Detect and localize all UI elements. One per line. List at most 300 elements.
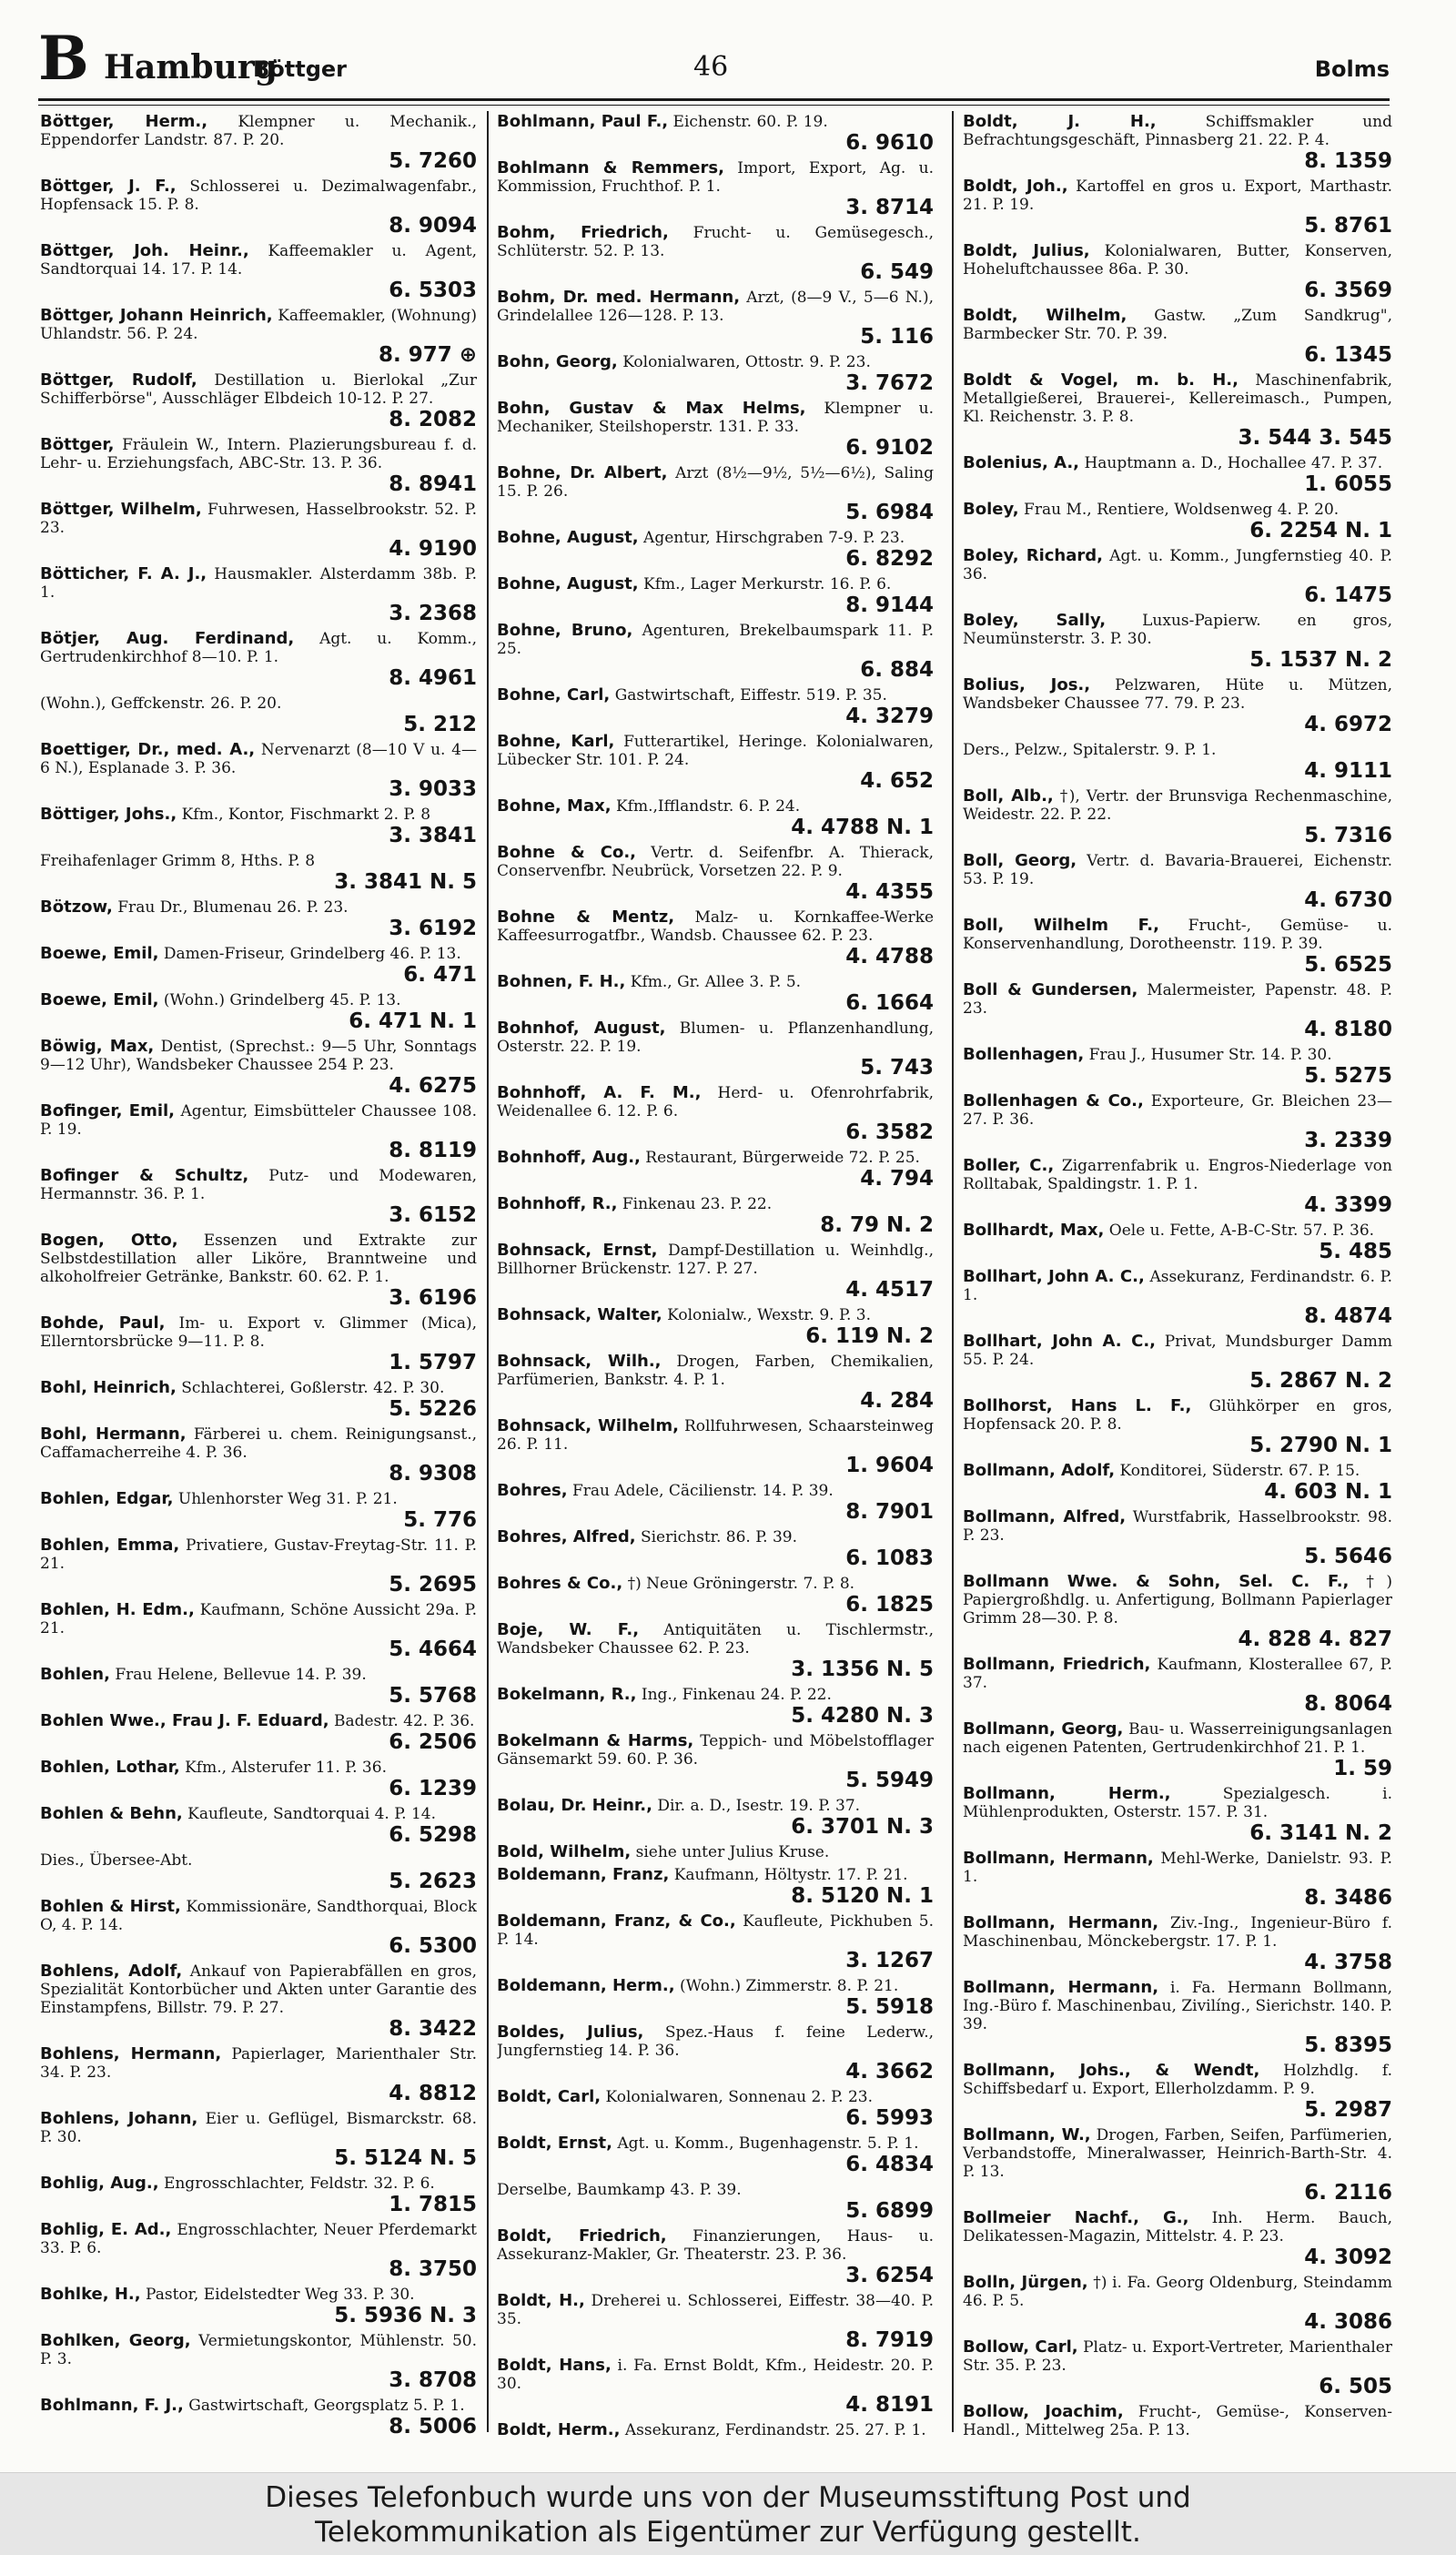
directory-entry [497,575,934,617]
directory-entry [963,1333,1392,1393]
entry-phone-number: 5. 5226 [389,1397,477,1421]
directory-entry [497,1084,934,1144]
entry-name: Bohlens, Adolf, [40,1962,183,1981]
entry-details: Badestr. 42. P. 36. [333,1712,475,1730]
directory-entry [963,1850,1392,1910]
entry-phone-number: 6. 119 N. 2 [805,1324,934,1348]
entry-name: Bollmann, Hermann, [963,1979,1159,1997]
entry-details: Kfm., Lager Merkurstr. 16. P. 6. [643,575,892,593]
entry-phone-number: 4. 4788 [845,945,934,968]
entry-phone-number: 6. 5993 [845,2106,934,2130]
footer-line-1: Dieses Telefonbuch wurde uns von der Museumsstiftung Post und [265,2481,1191,2514]
entry-phone-number: 3. 3841 N. 5 [334,870,477,894]
entry-phone-number: 5. 4664 [389,1637,477,1661]
directory-entry [40,1314,477,1374]
entry-details: Kartoffel en gros u. Export, Marthastr. 21. P. 19. [963,177,1392,214]
entry-phone-number: 4. 794 [860,1167,934,1191]
entry-name: Bollmann, Herm., [963,1785,1171,1803]
directory-entry [497,1306,934,1348]
entry-phone-number: 4. 8812 [389,2082,477,2105]
directory-entry [40,1759,477,1800]
entry-name: Bollow, Joachim, [963,2403,1124,2421]
directory-entry [497,686,934,728]
entry-name: Bohlen, H. Edm., [40,1601,195,1619]
entry-name: Bohnsack, Wilh., [497,1353,662,1371]
entry-phone-number: 3. 6196 [389,1286,477,1310]
entry-phone-number: 4. 6972 [1304,713,1392,736]
entry-phone-number: 3. 6152 [389,1203,477,1227]
entry-phone-number: 8. 5120 N. 1 [791,1884,934,1908]
entry-details: Arzt, (8—9 V., 5—6 N.), Grindelallee 126—128. P. 13. [497,289,934,325]
entry-name: Bokelmann, R., [497,1686,637,1704]
entry-details: Schlachterei, Goßlerstr. 42. P. 30. [181,1379,445,1397]
entry-name: Boldt, Herm., [497,2421,621,2438]
directory-entry [40,1379,477,1421]
entry-details: Kfm.,Ifflandstr. 6. P. 24. [615,797,801,816]
entry-details: Klempner u. Mechaniker, Steilshoperstr. 131. P. 33. [497,400,934,436]
directory-entry [963,371,1392,450]
entry-phone-number: 3. 2339 [1304,1129,1392,1152]
directory-entry [497,733,934,793]
entry-details: siehe unter Julius Kruse. [635,1843,830,1861]
directory-entry [40,371,477,431]
entry-phone-number: 6. 505 [1319,2375,1392,2398]
entry-phone-number: 5. 1537 N. 2 [1249,648,1392,672]
entry-phone-number: 6. 1239 [389,1777,477,1800]
entry-name: Bollenhagen, [963,1046,1085,1064]
entry-phone-number: 4. 8180 [1304,1018,1392,1041]
entry-phone-number: 4. 6730 [1304,888,1392,912]
entry-phone-number: 5. 7260 [389,149,477,173]
entry-phone-number: 4. 3086 [1304,2310,1392,2334]
entry-name: Bollmann, Friedrich, [963,1656,1151,1674]
directory-entry [40,2286,477,2327]
entry-name: Bofinger & Schultz, [40,1167,249,1185]
directory-entry [963,1397,1392,1457]
entry-details: Assekuranz, Ferdinandstr. 25. 27. P. 1. [624,2421,926,2438]
entry-details: Antiquitäten u. Tischlermstr., Wandsbeker Chaussee 62. P. 23. [497,1621,934,1658]
first-entry-name: Böttger [253,56,348,82]
entry-name: Böttger, Joh. Heinr., [40,242,249,260]
entry-phone-number: 5. 7316 [1304,824,1392,847]
entry-details: Frau J., Husumer Str. 14. P. 30. [1088,1046,1332,1064]
directory-column-2 [497,113,934,2438]
entry-name: Bollhart, John A. C., [963,1268,1145,1286]
entry-details: Destillation u. Bierlokal „Zur Schifferbörse", Ausschläger Elbdeich 10-12. P. 27. [40,371,477,408]
entry-phone-number: 4. 9111 [1304,759,1392,783]
entry-name: Bollmann, Alfred, [963,1508,1127,1526]
header-rule-thin [38,105,1390,106]
entry-phone-number: 6. 4834 [845,2153,934,2176]
entry-name: Bohm, Dr. med. Hermann, [497,289,741,307]
entry-name: Bohlens, Johann, [40,2110,198,2128]
entry-phone-number: 5. 5768 [389,1684,477,1708]
entry-details: Vermietungskontor, Mühlenstr. 50. P. 3. [40,2332,477,2368]
directory-entry [40,898,477,940]
entry-phone-number: 1. 7815 [389,2193,477,2216]
entry-name: Böttger, Herm., [40,113,208,131]
entry-details: Exporteure, Gr. Bleichen 23—27. P. 36. [963,1092,1392,1129]
entry-details: †) Neue Gröningerstr. 7. P. 8. [627,1575,855,1593]
directory-entry [40,2045,477,2105]
directory-entry [963,1222,1392,1263]
entry-details: (Wohn.) Zimmerstr. 8. P. 21. [679,1977,899,1995]
entry-name: Bohne, August, [497,529,639,547]
entry-phone-number: 6. 8292 [845,547,934,571]
entry-details: Dies., Übersee-Abt. [40,1851,193,1870]
page-header [38,23,1390,96]
entry-details: Privatiere, Gustav-Freytag-Str. 11. P. 21. [40,1536,477,1573]
entry-phone-number: 8. 8941 [389,472,477,496]
entry-name: Bollhorst, Hans L. F., [963,1397,1192,1415]
entry-details: Eichenstr. 60. P. 19. [672,113,828,131]
entry-details: †), Vertr. der Brunsviga Rechenmaschine, Weidestr. 22. P. 22. [963,787,1392,824]
entry-name: Bohnsack, Ernst, [497,1242,658,1260]
entry-name: Bolln, Jürgen, [963,2274,1088,2292]
entry-details: Teppich- und Möbelstofflager Gänsemarkt 59. 60. P. 36. [497,1732,934,1769]
directory-entry [497,2088,934,2130]
entry-phone-number: 3. 1267 [845,1949,934,1972]
entry-details: †) Papiergroßhdlg. u. Anfertigung, Bollmann Papierlager Grimm 28—30. P. 8. [963,1573,1392,1627]
entry-name: Böwig, Max, [40,1038,155,1056]
directory-entry [497,1417,934,1477]
entry-details: Dampf-Destillation u. Weinhdlg., Billhorner Brückenstr. 127. P. 27. [497,1242,934,1278]
directory-entry [40,242,477,302]
directory-entry [963,1462,1392,1504]
entry-name: Bohnhoff, R., [497,1195,618,1213]
directory-entry [40,2221,477,2281]
entry-details: Ziv.-Ing., Ingenieur-Büro f. Maschinenbau, Mönckebergstr. 17. P. 1. [963,1914,1392,1951]
entry-details: †) i. Fa. Georg Oldenburg, Steindamm 46. P. 5. [963,2274,1392,2310]
city-name: Hamburg [104,48,278,86]
entry-name: Boldt, Joh., [963,177,1068,196]
entry-phone-number: 1. 9604 [845,1454,934,1477]
directory-entry [40,436,477,496]
entry-details: Agt. u. Komm., Bugenhagenstr. 5. P. 1. [617,2134,919,2153]
entry-name: Bohne & Mentz, [497,908,675,927]
directory-entry [40,1666,477,1708]
entry-name: Boll, Wilhelm F., [963,917,1159,935]
directory-entry [40,113,477,173]
entry-phone-number: 6. 1825 [845,1593,934,1617]
entry-details: Luxus-Papierw. en gros, Neumünsterstr. 3. P. 30. [963,612,1392,648]
entry-phone-number: 6. 1475 [1304,583,1392,607]
entry-phone-number: 5. 743 [860,1056,934,1080]
entry-phone-number: 3. 544 3. 545 [1238,426,1392,450]
directory-entry [963,454,1392,496]
entry-phone-number: 3. 7672 [845,371,934,395]
entry-details: Malz- u. Kornkaffee-Werke Kaffeesurrogatfbr., Wandsb. Chaussee 62. P. 23. [497,908,934,945]
directory-entry [40,1962,477,2041]
entry-details: Oele u. Fette, A-B-C-Str. 57. P. 36. [1108,1222,1375,1240]
directory-entry [40,1102,477,1162]
directory-entry [497,2023,934,2084]
entry-name: Boll & Gundersen, [963,981,1138,999]
entry-name: Bollhart, John A. C., [963,1333,1157,1351]
entry-details: Hauptmann a. D., Hochallee 47. P. 37. [1084,454,1383,472]
entry-details: Frucht- u. Gemüsegesch., Schlüterstr. 52. P. 13. [497,224,934,260]
entry-phone-number: 3. 2368 [389,602,477,625]
entry-phone-number: 3. 8714 [845,196,934,219]
entry-details: Im- u. Export v. Glimmer (Mica), Ellerntorsbrücke 9—11. P. 8. [40,1314,477,1351]
entry-phone-number: 5. 5646 [1304,1545,1392,1568]
directory-entry [963,2209,1392,2269]
entry-phone-number: 8. 2082 [389,408,477,431]
directory-entry [963,676,1392,736]
entry-phone-number: 6. 5303 [389,279,477,302]
entry-phone-number: 6. 1083 [845,1546,934,1570]
entry-phone-number: 6. 3582 [845,1120,934,1144]
entry-name: Bollmeier Nachf., G., [963,2209,1189,2227]
directory-entry [40,945,477,987]
directory-entry [963,1157,1392,1217]
directory-entry [963,852,1392,912]
entry-details: Vertr. d. Seifenfbr. A. Thierack, Conservenfbr. Neubrück, Vorsetzen 22. P. 9. [497,844,934,880]
entry-details: Kolonialwaren, Ottostr. 9. P. 23. [622,353,871,371]
entry-details: Pelzwaren, Hüte u. Mützen, Wandsbeker Chaussee 77. 79. P. 23. [963,676,1392,713]
directory-entry [40,1232,477,1310]
entry-phone-number: 5. 2623 [389,1870,477,1893]
entry-details: Import, Export, Ag. u. Kommission, Fruchthof. P. 1. [497,159,934,196]
entry-name: Bolius, Jos., [963,676,1091,695]
directory-entry [497,1528,934,1570]
entry-name: Bollhardt, Max, [963,1222,1105,1240]
entry-details: Putz- und Modewaren, Hermannstr. 36. P. 1. [40,1167,477,1203]
entry-details: Mehl-Werke, Danielstr. 93. P. 1. [963,1850,1392,1886]
entry-details: Uhlenhorster Weg 31. P. 21. [177,1490,398,1508]
entry-name: Böttger, Wilhelm, [40,501,202,519]
entry-name: Boldt, H., [497,2292,585,2310]
entry-name: Bohlen, Edgar, [40,1490,174,1508]
entry-details: Arzt (8½—9½, 5½—6½), Saling 15. P. 26. [497,464,934,501]
entry-phone-number: 4. 6275 [389,1074,477,1098]
entry-details: Nervenarzt (8—10 V u. 4—6 N.), Esplanade 3. P. 36. [40,741,477,777]
entry-phone-number: 4. 652 [860,769,934,793]
directory-entry [497,113,934,155]
entry-name: Bohlig, E. Ad., [40,2221,172,2239]
entry-name: Boldt, J. H., [963,113,1157,131]
entry-name: Boley, [963,501,1019,519]
entry-details: Papierlager, Marienthaler Str. 34. P. 23. [40,2045,477,2082]
entry-name: Bohne, Karl, [497,733,615,751]
entry-name: Boll, Georg, [963,852,1077,870]
entry-details: Maschinenfabrik, Metallgießerei, Brauerei-, Kellereimasch., Pumpen, Kl. Reichenstr. 3. P. 8. [963,371,1392,426]
directory-entry [963,2403,1392,2438]
directory-entry [963,2062,1392,2122]
entry-details: Frau Helene, Bellevue 14. P. 39. [115,1666,367,1684]
entry-name: Boewe, Emil, [40,945,159,963]
entry-name: Boldt, Wilhelm, [963,307,1127,325]
entry-name: Bold, Wilhelm, [497,1843,632,1861]
entry-details: i. Fa. Ernst Boldt, Kfm., Heidestr. 20. P. 30. [497,2357,934,2393]
entry-name: Bolenius, A., [963,454,1080,472]
entry-phone-number: 8. 9308 [389,1462,477,1485]
entry-name: Boje, W. F., [497,1621,640,1639]
directory-entry [497,1195,934,1237]
directory-entry [40,852,477,894]
entry-details: Spezialgesch. i. Mühlenprodukten, Osterstr. 157. P. 31. [963,1785,1392,1821]
entry-name: Bohne & Co., [497,844,637,862]
entry-name: Boldes, Julius, [497,2023,644,2042]
entry-details: Schiffsmakler und Befrachtungsgeschäft, Pinnasberg 21. 22. P. 4. [963,113,1392,149]
directory-entry [497,1843,934,1861]
directory-entry [963,1914,1392,1974]
entry-details: Zigarrenfabrik u. Engros-Niederlage von Rolltabak, Spaldingstr. 1. P. 1. [963,1157,1392,1193]
directory-entry [963,1720,1392,1780]
directory-entry [497,1575,934,1617]
entry-name: Bohne, Dr. Albert, [497,464,668,482]
entry-phone-number: 4. 603 N. 1 [1264,1480,1392,1504]
entry-details: Kolonialwaren, Sonnenau 2. P. 23. [605,2088,873,2106]
entry-name: Bohne, August, [497,575,639,593]
entry-name: Bohlen Wwe., Frau J. F. Eduard, [40,1712,329,1730]
entry-details: Gastwirtschaft, Eiffestr. 519. P. 35. [614,686,887,705]
entry-details: Kaffeemakler u. Agent, Sandtorquai 14. 17. P. 14. [40,242,477,279]
directory-entry [40,501,477,561]
entry-details: Kaufleute, Sandtorquai 4. P. 14. [187,1805,437,1823]
entry-name: Boldt, Ernst, [497,2134,612,2153]
entry-details: Drogen, Farben, Seifen, Parfümerien, Verbandstoffe, Mineralwasser, Heinrich-Barth-Str. 4. P. 13. [963,2126,1392,2181]
directory-entry [40,565,477,625]
directory-entry [497,1797,934,1839]
entry-details: Pastor, Eidelstedter Weg 33. P. 30. [146,2286,415,2304]
entry-phone-number: 3. 1356 N. 5 [791,1658,934,1681]
entry-phone-number: 8. 4961 [389,666,477,690]
directory-entry [963,917,1392,977]
directory-entry [497,797,934,839]
directory-entry [497,908,934,968]
directory-entry [963,307,1392,367]
entry-name: Bohlken, Georg, [40,2332,191,2350]
entry-name: Boller, C., [963,1157,1055,1175]
directory-entry [963,177,1392,238]
entry-name: Bohlmann, F. J., [40,2397,184,2415]
directory-entry [497,1149,934,1191]
directory-entry [497,1977,934,2019]
entry-details: Kolonialw., Wexstr. 9. P. 3. [667,1306,871,1324]
entry-phone-number: 6. 3701 N. 3 [791,1815,934,1839]
entry-details: Assekuranz, Ferdinandstr. 6. P. 1. [963,1268,1392,1304]
entry-name: Bogen, Otto, [40,1232,178,1250]
directory-entry [40,1536,477,1597]
directory-entry [40,177,477,238]
directory-entry [497,1912,934,1972]
entry-details: Drogen, Farben, Chemikalien, Parfümerien, Bankstr. 4. P. 1. [497,1353,934,1389]
entry-name: Bohres, Alfred, [497,1528,636,1546]
entry-name: Bollmann, Johs., & Wendt, [963,2062,1260,2080]
entry-details: Derselbe, Baumkamp 43. P. 39. [497,2181,742,2199]
entry-details: Rollfuhrwesen, Schaarsteinweg 26. P. 11. [497,1417,934,1454]
directory-entry [497,2181,934,2223]
entry-phone-number: 5. 2695 [389,1573,477,1597]
entry-phone-number: 8. 7919 [845,2328,934,2352]
entry-details: Malermeister, Papenstr. 48. P. 23. [963,981,1392,1018]
entry-details: Färberei u. chem. Reinigungsanst., Caffamacherreihe 4. P. 36. [40,1425,477,1462]
entry-phone-number: 8. 9094 [389,214,477,238]
entry-details: Essenzen und Extrakte zur Selbstdestillation aller Liköre, Branntweine und alkoholfreier Getränke, Bankstr. 60. 62. P. 1. [40,1232,477,1286]
entry-name: Bolau, Dr. Heinr., [497,1797,652,1815]
entry-details: Wurstfabrik, Hasselbrookstr. 98. P. 23. [963,1508,1392,1545]
entry-name: Boley, Sally, [963,612,1107,630]
entry-details: Kommissionäre, Sandthorquai, Block O, 4. P. 14. [40,1898,477,1934]
entry-phone-number: 5. 6525 [1304,953,1392,977]
entry-phone-number: 4. 3092 [1304,2246,1392,2269]
directory-entry [40,2332,477,2392]
entry-details: Hausmakler. Alsterdamm 38b. P. 1. [40,565,477,602]
entry-name: Boldt, Hans, [497,2357,612,2375]
directory-entry [40,1425,477,1485]
directory-column-3 [963,113,1392,2438]
entry-phone-number: 6. 1664 [845,991,934,1015]
entry-name: Böttger, Rudolf, [40,371,197,390]
page-number: 46 [693,51,729,83]
entry-name: Bohlen, [40,1666,110,1684]
entry-details: Engrosschlachter, Feldstr. 32. P. 6. [163,2175,435,2193]
entry-phone-number: 5. 4280 N. 3 [791,1704,934,1728]
entry-phone-number: 8. 3486 [1304,1886,1392,1910]
directory-entry [497,2421,934,2438]
directory-entry [963,1046,1392,1088]
entry-details: Futterartikel, Heringe. Kolonialwaren, Lübecker Str. 101. P. 24. [497,733,934,769]
entry-phone-number: 3. 9033 [389,777,477,801]
entry-name: Boldt, Julius, [963,242,1090,260]
entry-phone-number: 1. 5797 [389,1351,477,1374]
entry-phone-number: 5. 5275 [1304,1064,1392,1088]
entry-name: Boettiger, Dr., med. A., [40,741,256,759]
entry-name: Bollmann Wwe. & Sohn, Sel. C. F., [963,1573,1350,1591]
entry-phone-number: 5. 212 [403,713,477,736]
entry-name: Bohde, Paul, [40,1314,166,1333]
directory-entry [963,741,1392,783]
directory-entry [40,630,477,690]
entry-phone-number: 8. 79 N. 2 [820,1213,934,1237]
entry-phone-number: 5. 776 [403,1508,477,1532]
entry-name: Bohlen & Hirst, [40,1898,181,1916]
entry-details: Agentur, Eimsbütteler Chaussee 108. P. 19. [40,1102,477,1139]
directory-entry [40,806,477,847]
directory-entry [963,1268,1392,1328]
entry-details: Frau M., Rentiere, Woldsenweg 4. P. 20. [1024,501,1340,519]
entry-name: Boley, Richard, [963,547,1103,565]
directory-entry [497,1686,934,1728]
entry-details: Dreherei u. Schlosserei, Eiffestr. 38—40. P. 35. [497,2292,934,2328]
directory-entry [497,844,934,904]
entry-details: Agentur, Hirschgraben 7-9. P. 23. [643,529,905,547]
entry-phone-number: 8. 8064 [1304,1692,1392,1716]
entry-name: Bohne, Max, [497,797,612,816]
entry-phone-number: 4. 828 4. 827 [1238,1627,1392,1651]
entry-phone-number: 5. 116 [860,325,934,349]
directory-entry [497,2292,934,2352]
entry-details: Kfm., Gr. Allee 3. P. 5. [630,973,802,991]
entry-name: Bofinger, Emil, [40,1102,176,1120]
entry-details: Kolonialwaren, Butter, Konserven, Hoheluftchaussee 86a. P. 30. [963,242,1392,279]
entry-name: Bohnhof, August, [497,1019,666,1038]
entry-name: Bollenhagen & Co., [963,1092,1144,1110]
entry-phone-number: 6. 2254 N. 1 [1249,519,1392,542]
directory-entry [963,1092,1392,1152]
entry-phone-number: 6. 5300 [389,1934,477,1958]
entry-details: Gastw. „Zum Sandkrug", Barmbecker Str. 70. P. 39. [963,307,1392,343]
entry-details: Frau Adele, Cäcilienstr. 14. P. 39. [571,1482,834,1500]
directory-entry [497,1482,934,1524]
entry-name: Bohne, Carl, [497,686,611,705]
entry-phone-number: 5. 5949 [845,1769,934,1792]
directory-entry [497,1866,934,1908]
directory-entry [40,1490,477,1532]
entry-phone-number: 4. 8191 [845,2393,934,2417]
directory-entry [40,307,477,367]
